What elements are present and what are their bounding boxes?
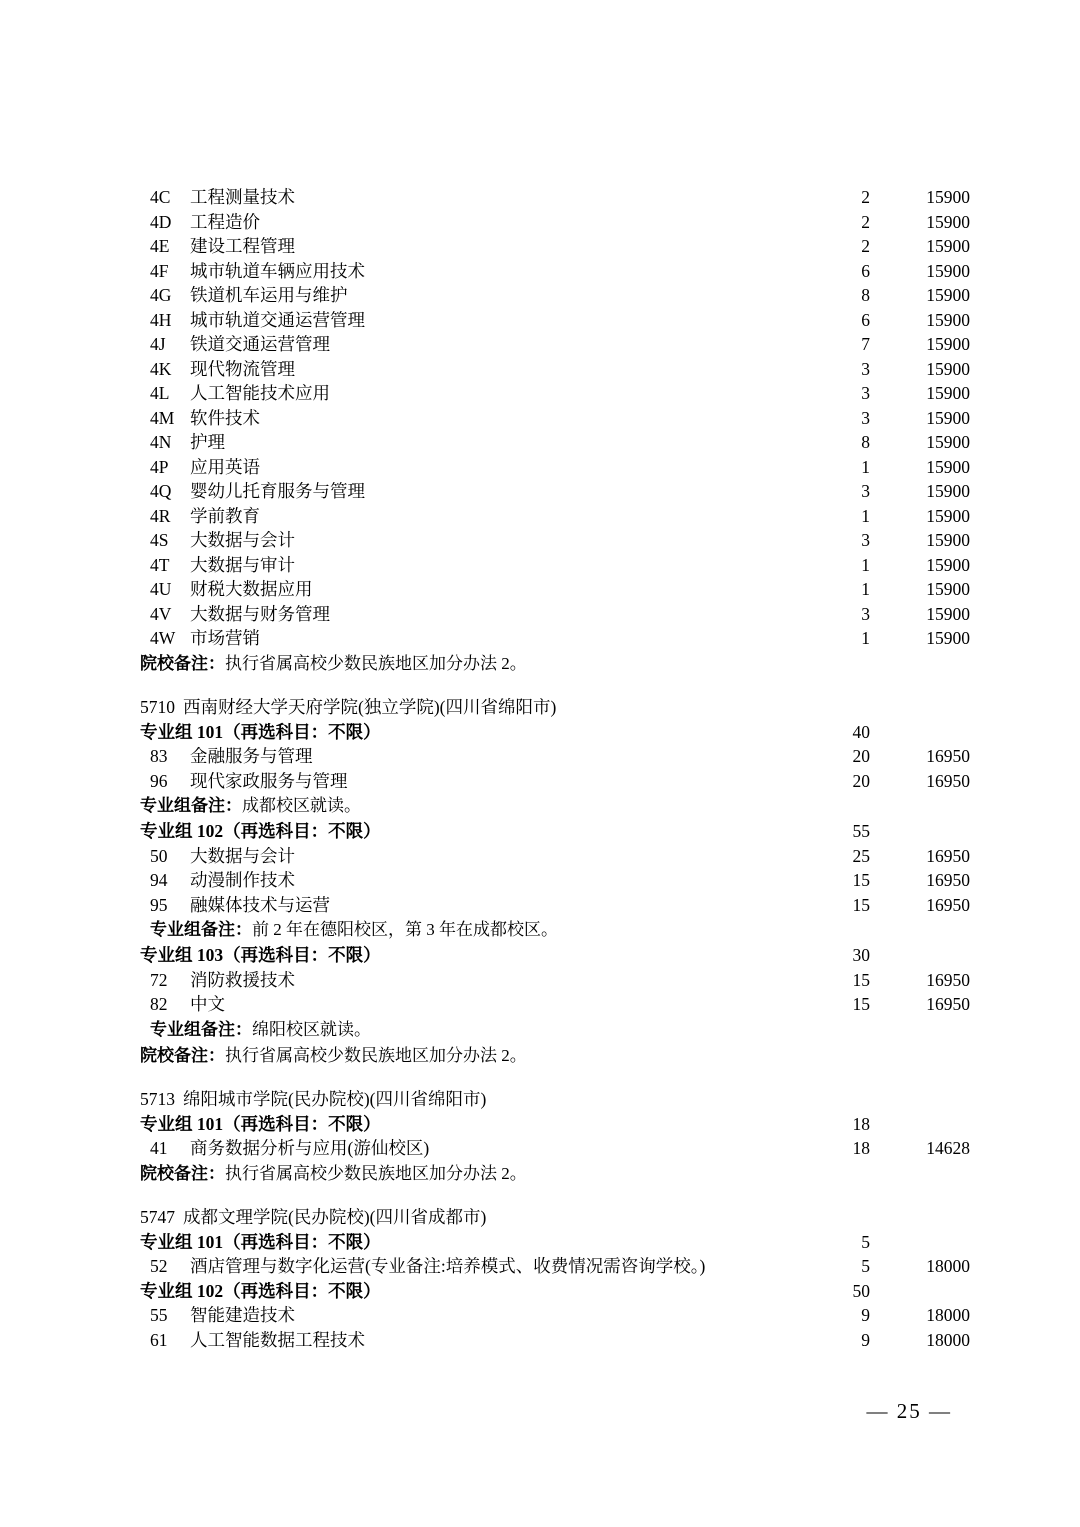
major-count: 3 bbox=[861, 530, 870, 550]
major-code: 4N bbox=[150, 432, 172, 452]
table-row bbox=[140, 528, 970, 553]
major-code: 4M bbox=[150, 407, 175, 428]
major-label bbox=[140, 406, 760, 431]
major-name: 动漫制作技术 bbox=[190, 870, 295, 890]
major-count: 3 bbox=[861, 407, 870, 428]
major-label bbox=[140, 259, 760, 284]
major-fee: 15900 bbox=[926, 603, 970, 624]
major-code: 94 bbox=[150, 870, 168, 890]
major-count: 20 bbox=[852, 770, 870, 791]
table-row bbox=[140, 769, 970, 794]
school-note bbox=[140, 1161, 970, 1187]
major-name: 婴幼儿托育服务与管理 bbox=[190, 481, 365, 501]
major-name: 软件技术 bbox=[190, 407, 260, 428]
major-fee: 15900 bbox=[926, 309, 970, 330]
major-name: 工程测量技术 bbox=[190, 187, 295, 207]
major-code: 4F bbox=[150, 260, 169, 281]
major-code: 55 bbox=[150, 1305, 168, 1325]
major-name: 大数据与会计 bbox=[190, 845, 295, 866]
major-count: 15 bbox=[852, 870, 870, 890]
major-group-title: 专业组 102（再选科目：不限） bbox=[140, 1280, 381, 1301]
major-label bbox=[140, 744, 760, 769]
major-label bbox=[140, 577, 760, 602]
major-fee: 15900 bbox=[926, 481, 970, 501]
major-group-note-label: 专业组备注： bbox=[150, 920, 252, 939]
major-label bbox=[140, 455, 760, 480]
major-code: 4W bbox=[150, 628, 176, 648]
school-entry bbox=[140, 694, 970, 1069]
major-label bbox=[140, 1303, 760, 1328]
school-entry bbox=[140, 1086, 970, 1187]
major-fee: 16950 bbox=[926, 770, 970, 791]
major-group-header bbox=[140, 1230, 970, 1255]
table-row bbox=[140, 1136, 970, 1161]
table-row bbox=[140, 455, 970, 480]
major-fee: 16950 bbox=[926, 845, 970, 866]
major-count: 1 bbox=[861, 456, 870, 477]
major-count: 3 bbox=[861, 383, 870, 403]
major-fee: 15900 bbox=[926, 211, 970, 232]
major-count: 1 bbox=[861, 505, 870, 526]
major-count: 9 bbox=[861, 1305, 870, 1325]
major-label bbox=[140, 528, 760, 553]
major-fee: 18000 bbox=[926, 1305, 970, 1325]
school-name: 绵阳城市学院(民办院校)(四川省绵阳市) bbox=[183, 1088, 487, 1109]
major-name: 大数据与财务管理 bbox=[190, 603, 330, 624]
major-group-title: 专业组 103（再选科目：不限） bbox=[140, 945, 381, 965]
major-count: 8 bbox=[861, 432, 870, 452]
table-row bbox=[140, 259, 970, 284]
major-fee: 14628 bbox=[926, 1138, 970, 1158]
major-name: 中文 bbox=[190, 994, 225, 1014]
school-header bbox=[140, 1086, 970, 1112]
major-code: 4S bbox=[150, 530, 169, 550]
major-code: 96 bbox=[150, 770, 168, 791]
major-label bbox=[140, 430, 760, 455]
table-row bbox=[140, 430, 970, 455]
major-code: 4H bbox=[150, 309, 172, 330]
major-fee: 15900 bbox=[926, 236, 970, 256]
major-group-count: 55 bbox=[852, 821, 870, 841]
major-fee: 15900 bbox=[926, 383, 970, 403]
major-group-count: 40 bbox=[852, 721, 870, 742]
major-group-note-label: 专业组备注： bbox=[140, 796, 242, 815]
major-label bbox=[140, 185, 760, 210]
major-code: 4Q bbox=[150, 481, 172, 501]
major-count: 7 bbox=[861, 334, 870, 354]
major-group-count: 18 bbox=[852, 1113, 870, 1134]
major-label bbox=[140, 602, 760, 627]
major-group-header bbox=[140, 943, 970, 968]
major-count: 25 bbox=[852, 845, 870, 866]
school-entry bbox=[140, 1204, 970, 1353]
major-label bbox=[140, 769, 760, 794]
table-row bbox=[140, 283, 970, 308]
major-code: 4G bbox=[150, 285, 172, 305]
school-note-label: 院校备注： bbox=[140, 1163, 225, 1183]
major-fee: 15900 bbox=[926, 530, 970, 550]
major-fee: 16950 bbox=[926, 994, 970, 1014]
major-name: 酒店管理与数字化运营(专业备注:培养模式、收费情况需咨询学校。) bbox=[190, 1256, 706, 1276]
major-fee: 15900 bbox=[926, 432, 970, 452]
major-name: 护理 bbox=[190, 432, 225, 452]
major-group-note bbox=[140, 793, 970, 819]
major-label bbox=[140, 553, 760, 578]
major-fee: 18000 bbox=[926, 1329, 970, 1350]
table-row bbox=[140, 992, 970, 1017]
major-name: 智能建造技术 bbox=[190, 1305, 295, 1325]
table-row bbox=[140, 504, 970, 529]
page-number: — 25 — bbox=[866, 1399, 952, 1423]
major-code: 4P bbox=[150, 456, 169, 477]
major-code: 95 bbox=[150, 894, 168, 915]
school-header bbox=[140, 694, 970, 720]
major-count: 1 bbox=[861, 628, 870, 648]
major-group-count: 5 bbox=[861, 1231, 870, 1252]
major-code: 4K bbox=[150, 358, 172, 379]
major-name: 财税大数据应用 bbox=[190, 579, 313, 599]
table-row bbox=[140, 844, 970, 869]
table-row bbox=[140, 626, 970, 651]
table-row bbox=[140, 553, 970, 578]
major-name: 市场营销 bbox=[190, 628, 260, 648]
major-group-title: 专业组 102（再选科目：不限） bbox=[140, 821, 381, 841]
table-row bbox=[140, 308, 970, 333]
major-label bbox=[140, 868, 760, 893]
major-count: 1 bbox=[861, 554, 870, 575]
major-group-count: 30 bbox=[852, 945, 870, 965]
major-code: 4U bbox=[150, 579, 172, 599]
major-name: 大数据与会计 bbox=[190, 530, 295, 550]
major-fee: 15900 bbox=[926, 334, 970, 354]
table-row bbox=[140, 1254, 970, 1279]
major-fee: 15900 bbox=[926, 554, 970, 575]
school-code: 5713 bbox=[140, 1088, 175, 1109]
major-fee: 16950 bbox=[926, 894, 970, 915]
major-label bbox=[140, 992, 760, 1017]
major-code: 61 bbox=[150, 1329, 168, 1350]
table-row bbox=[140, 210, 970, 235]
major-name: 铁道机车运用与维护 bbox=[190, 285, 348, 305]
major-code: 4L bbox=[150, 383, 170, 403]
major-fee: 15900 bbox=[926, 579, 970, 599]
major-fee: 15900 bbox=[926, 407, 970, 428]
major-fee: 15900 bbox=[926, 187, 970, 207]
major-group-title: 专业组 101（再选科目：不限） bbox=[140, 1113, 381, 1134]
major-name: 现代物流管理 bbox=[190, 358, 295, 379]
major-name: 铁道交通运营管理 bbox=[190, 334, 330, 354]
major-group-header bbox=[140, 1112, 970, 1137]
major-group-header bbox=[140, 1279, 970, 1304]
school-note-label: 院校备注： bbox=[140, 1045, 225, 1065]
major-count: 3 bbox=[861, 603, 870, 624]
major-code: 4C bbox=[150, 187, 171, 207]
major-fee: 16950 bbox=[926, 746, 970, 766]
major-label bbox=[140, 1328, 760, 1353]
major-code: 4V bbox=[150, 603, 172, 624]
table-row bbox=[140, 332, 970, 357]
major-count: 1 bbox=[861, 579, 870, 599]
major-label bbox=[140, 357, 760, 382]
table-row bbox=[140, 868, 970, 893]
major-group-note-text: 绵阳校区就读。 bbox=[252, 1019, 371, 1039]
table-row bbox=[140, 406, 970, 431]
major-fee: 15900 bbox=[926, 358, 970, 379]
major-label bbox=[140, 504, 760, 529]
table-row bbox=[140, 602, 970, 627]
major-group-count: 50 bbox=[852, 1280, 870, 1301]
major-count: 5 bbox=[861, 1256, 870, 1276]
major-count: 3 bbox=[861, 358, 870, 379]
major-fee: 18000 bbox=[926, 1256, 970, 1276]
major-label bbox=[140, 234, 760, 259]
major-name: 城市轨道车辆应用技术 bbox=[190, 260, 365, 281]
table-row bbox=[140, 1328, 970, 1353]
major-count: 9 bbox=[861, 1329, 870, 1350]
major-count: 2 bbox=[861, 211, 870, 232]
major-name: 人工智能技术应用 bbox=[190, 383, 330, 403]
major-count: 18 bbox=[852, 1138, 870, 1158]
major-label bbox=[140, 479, 760, 504]
major-name: 建设工程管理 bbox=[190, 236, 295, 256]
school-note-text: 执行省属高校少数民族地区加分办法 2。 bbox=[225, 1045, 527, 1065]
major-count: 6 bbox=[861, 309, 870, 330]
major-label bbox=[140, 210, 760, 235]
table-row bbox=[140, 185, 970, 210]
major-label bbox=[140, 1136, 760, 1161]
major-code: 4R bbox=[150, 505, 171, 526]
major-code: 52 bbox=[150, 1256, 168, 1276]
major-count: 15 bbox=[852, 894, 870, 915]
major-code: 4D bbox=[150, 211, 172, 232]
major-fee: 15900 bbox=[926, 628, 970, 648]
major-count: 15 bbox=[852, 969, 870, 990]
school-code: 5710 bbox=[140, 696, 175, 717]
major-group-header bbox=[140, 819, 970, 844]
school-note-text: 执行省属高校少数民族地区加分办法 2。 bbox=[225, 1163, 527, 1183]
table-row bbox=[140, 577, 970, 602]
major-label bbox=[140, 844, 760, 869]
major-name: 学前教育 bbox=[190, 505, 260, 526]
school-name: 成都文理学院(民办院校)(四川省成都市) bbox=[183, 1206, 487, 1227]
school-note bbox=[140, 651, 970, 677]
major-label bbox=[140, 626, 760, 651]
table-row bbox=[140, 234, 970, 259]
major-fee: 15900 bbox=[926, 285, 970, 305]
major-fee: 15900 bbox=[926, 260, 970, 281]
document-content bbox=[140, 185, 970, 1352]
table-row bbox=[140, 381, 970, 406]
major-name: 商务数据分析与应用(游仙校区) bbox=[190, 1138, 430, 1158]
major-count: 2 bbox=[861, 187, 870, 207]
school-note-text: 执行省属高校少数民族地区加分办法 2。 bbox=[225, 653, 527, 673]
major-code: 41 bbox=[150, 1138, 168, 1158]
table-row bbox=[140, 357, 970, 382]
school-note bbox=[140, 1043, 970, 1069]
major-name: 应用英语 bbox=[190, 456, 260, 477]
major-group-title: 专业组 101（再选科目：不限） bbox=[140, 721, 381, 742]
major-code: 4E bbox=[150, 236, 170, 256]
major-code: 82 bbox=[150, 994, 168, 1014]
school-code: 5747 bbox=[140, 1206, 175, 1227]
major-label bbox=[140, 968, 760, 993]
major-label bbox=[140, 283, 760, 308]
major-group-note bbox=[140, 1017, 970, 1043]
major-label bbox=[140, 332, 760, 357]
major-name: 消防救援技术 bbox=[190, 969, 295, 990]
major-name: 大数据与审计 bbox=[190, 554, 295, 575]
major-label bbox=[140, 308, 760, 333]
major-group-note bbox=[140, 917, 970, 943]
major-fee: 15900 bbox=[926, 505, 970, 526]
major-name: 融媒体技术与运营 bbox=[190, 894, 330, 915]
major-group-note-text: 前 2 年在德阳校区，第 3 年在成都校区。 bbox=[252, 920, 558, 939]
major-name: 人工智能数据工程技术 bbox=[190, 1329, 365, 1350]
major-fee: 16950 bbox=[926, 969, 970, 990]
major-code: 50 bbox=[150, 845, 168, 866]
major-count: 20 bbox=[852, 746, 870, 766]
table-row bbox=[140, 893, 970, 918]
major-code: 72 bbox=[150, 969, 168, 990]
major-group-note-text: 成都校区就读。 bbox=[242, 796, 361, 815]
major-name: 现代家政服务与管理 bbox=[190, 770, 348, 791]
major-name: 工程造价 bbox=[190, 211, 260, 232]
major-group-header bbox=[140, 720, 970, 745]
table-row bbox=[140, 744, 970, 769]
school-header bbox=[140, 1204, 970, 1230]
major-count: 15 bbox=[852, 994, 870, 1014]
school-note-label: 院校备注： bbox=[140, 653, 225, 673]
school-name: 西南财经大学天府学院(独立学院)(四川省绵阳市) bbox=[183, 696, 557, 717]
major-code: 4J bbox=[150, 334, 166, 354]
major-label bbox=[140, 1254, 760, 1279]
major-count: 8 bbox=[861, 285, 870, 305]
table-row bbox=[140, 968, 970, 993]
table-row bbox=[140, 1303, 970, 1328]
major-label bbox=[140, 381, 760, 406]
major-name: 金融服务与管理 bbox=[190, 746, 313, 766]
major-name: 城市轨道交通运营管理 bbox=[190, 309, 365, 330]
major-count: 2 bbox=[861, 236, 870, 256]
major-count: 3 bbox=[861, 481, 870, 501]
major-code: 4T bbox=[150, 554, 170, 575]
major-count: 6 bbox=[861, 260, 870, 281]
major-group-note-label: 专业组备注： bbox=[150, 1019, 252, 1039]
major-fee: 16950 bbox=[926, 870, 970, 890]
major-group-title: 专业组 101（再选科目：不限） bbox=[140, 1231, 381, 1252]
major-code: 83 bbox=[150, 746, 168, 766]
major-fee: 15900 bbox=[926, 456, 970, 477]
table-row bbox=[140, 479, 970, 504]
major-label bbox=[140, 893, 760, 918]
major-list-continued bbox=[140, 185, 970, 677]
